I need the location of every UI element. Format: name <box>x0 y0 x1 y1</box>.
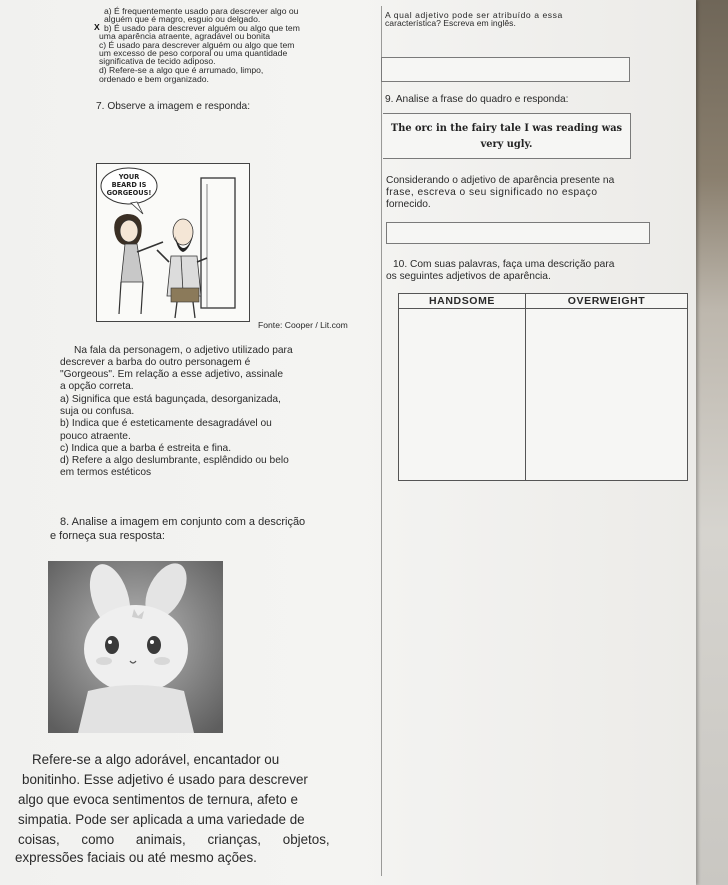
q10-prompt-line-2: os seguintes adjetivos de aparência. <box>386 271 551 282</box>
q6-question-line-1: A qual adjetivo pode ser atribuído a essa <box>385 10 563 20</box>
handwritten-x-mark: X <box>94 22 100 32</box>
bunny-photo <box>48 561 223 733</box>
q9-quote-line-2: very ugly. <box>480 139 533 150</box>
q6-answer-box[interactable] <box>381 57 630 82</box>
q6-option-c-line2: um excesso de peso corporal ou uma quantidade <box>99 48 288 58</box>
q8-description-line-4: simpatia. Pode ser aplicada a uma variedade de <box>18 812 305 827</box>
q6-option-a-line2: alguém que é magro, esguio ou delgado. <box>104 14 261 24</box>
q6-option-b-line1: b) É usado para descrever alguém ou algo que tem <box>104 23 300 33</box>
q7-body-line-2: descrever a barba do outro personagem é <box>60 357 251 368</box>
q7-option-a-cont: suja ou confusa. <box>60 406 135 417</box>
q7-option-b-cont: pouco atraente. <box>60 431 131 442</box>
comic-text-line-3: GORGEOUS! <box>106 189 152 197</box>
q8-description-line-1: Refere-se a algo adorável, encantador ou <box>32 752 280 767</box>
comic-text-line-1: YOUR <box>118 173 140 181</box>
q6-option-c-line1: c) É usado para descrever alguém ou algo que tem <box>99 40 295 50</box>
q9-answer-box[interactable] <box>386 222 650 244</box>
q7-body-line-3: "Gorgeous". Em relação a esse adjetivo, assinale <box>60 369 283 380</box>
overweight-answer-cell[interactable] <box>526 309 687 480</box>
comic-illustration <box>96 163 250 322</box>
q7-option-a: a) Significa que está bagunçada, desorganizada, <box>60 394 281 405</box>
q9-quote-line-1: The orc in the fairy tale I was reading was <box>390 123 623 134</box>
q8-prompt-line-1: 8. Analise a imagem em conjunto com a descrição <box>60 516 306 528</box>
table-header-handsome: HANDSOME <box>428 295 496 307</box>
q9-instruction-line-2: frase, escreva o seu significado no espaço <box>386 187 598 198</box>
q8-description-line-5: coisas, como animais, crianças, objetos, <box>18 832 330 847</box>
q9-quote-box <box>383 113 631 159</box>
table-header-overweight: OVERWEIGHT <box>567 295 646 307</box>
q7-body-line-1: Na fala da personagem, o adjetivo utilizado para <box>74 345 293 356</box>
q6-option-a-line1: a) É frequentemente usado para descrever algo ou <box>104 6 299 16</box>
q9-instruction-line-3: fornecido. <box>386 199 431 210</box>
q8-description-line-2: bonitinho. Esse adjetivo é usado para descrever <box>22 772 308 787</box>
q6-option-c-line3: significativa de tecido adiposo. <box>99 56 216 66</box>
comic-drawing <box>97 164 249 321</box>
handsome-answer-cell[interactable] <box>399 309 525 480</box>
q7-body-line-4: a opção correta. <box>60 381 134 392</box>
q6-option-b-line2: uma aparência atraente, agradável ou bonita <box>99 31 271 41</box>
q8-prompt-line-2: e forneça sua resposta: <box>50 530 165 542</box>
bunny-drawing <box>48 561 223 733</box>
q6-question-line-2: característica? Escreva em inglês. <box>385 18 516 28</box>
q6-option-d-line2: ordenado e bem organizado. <box>99 74 209 84</box>
q10-prompt-line-1: 10. Com suas palavras, faça uma descrição para <box>393 259 615 270</box>
q9-instruction-line-1: Considerando o adjetivo de aparência presente na <box>386 175 615 186</box>
q6-option-d-line1: d) Refere-se a algo que é arrumado, limpo, <box>99 65 264 75</box>
q7-prompt: 7. Observe a imagem e responda: <box>96 101 251 112</box>
q7-option-d: d) Refere a algo deslumbrante, esplêndido ou belo <box>60 455 289 466</box>
adjectives-table <box>398 293 688 481</box>
column-divider <box>381 6 382 876</box>
q7-option-b: b) Indica que é esteticamente desagradável ou <box>60 418 272 429</box>
q7-option-c: c) Indica que a barba é estreita e fina. <box>60 443 232 454</box>
q8-description-line-6: expressões faciais ou até mesmo ações. <box>15 850 257 865</box>
q7-option-d-cont: em termos estéticos <box>60 467 152 478</box>
comic-source: Fonte: Cooper / Lit.com <box>258 320 348 330</box>
q9-prompt: 9. Analise a frase do quadro e responda: <box>385 94 569 105</box>
comic-text-line-2: BEARD IS <box>111 181 147 189</box>
q8-description-line-3: algo que evoca sentimentos de ternura, afeto e <box>18 792 298 807</box>
